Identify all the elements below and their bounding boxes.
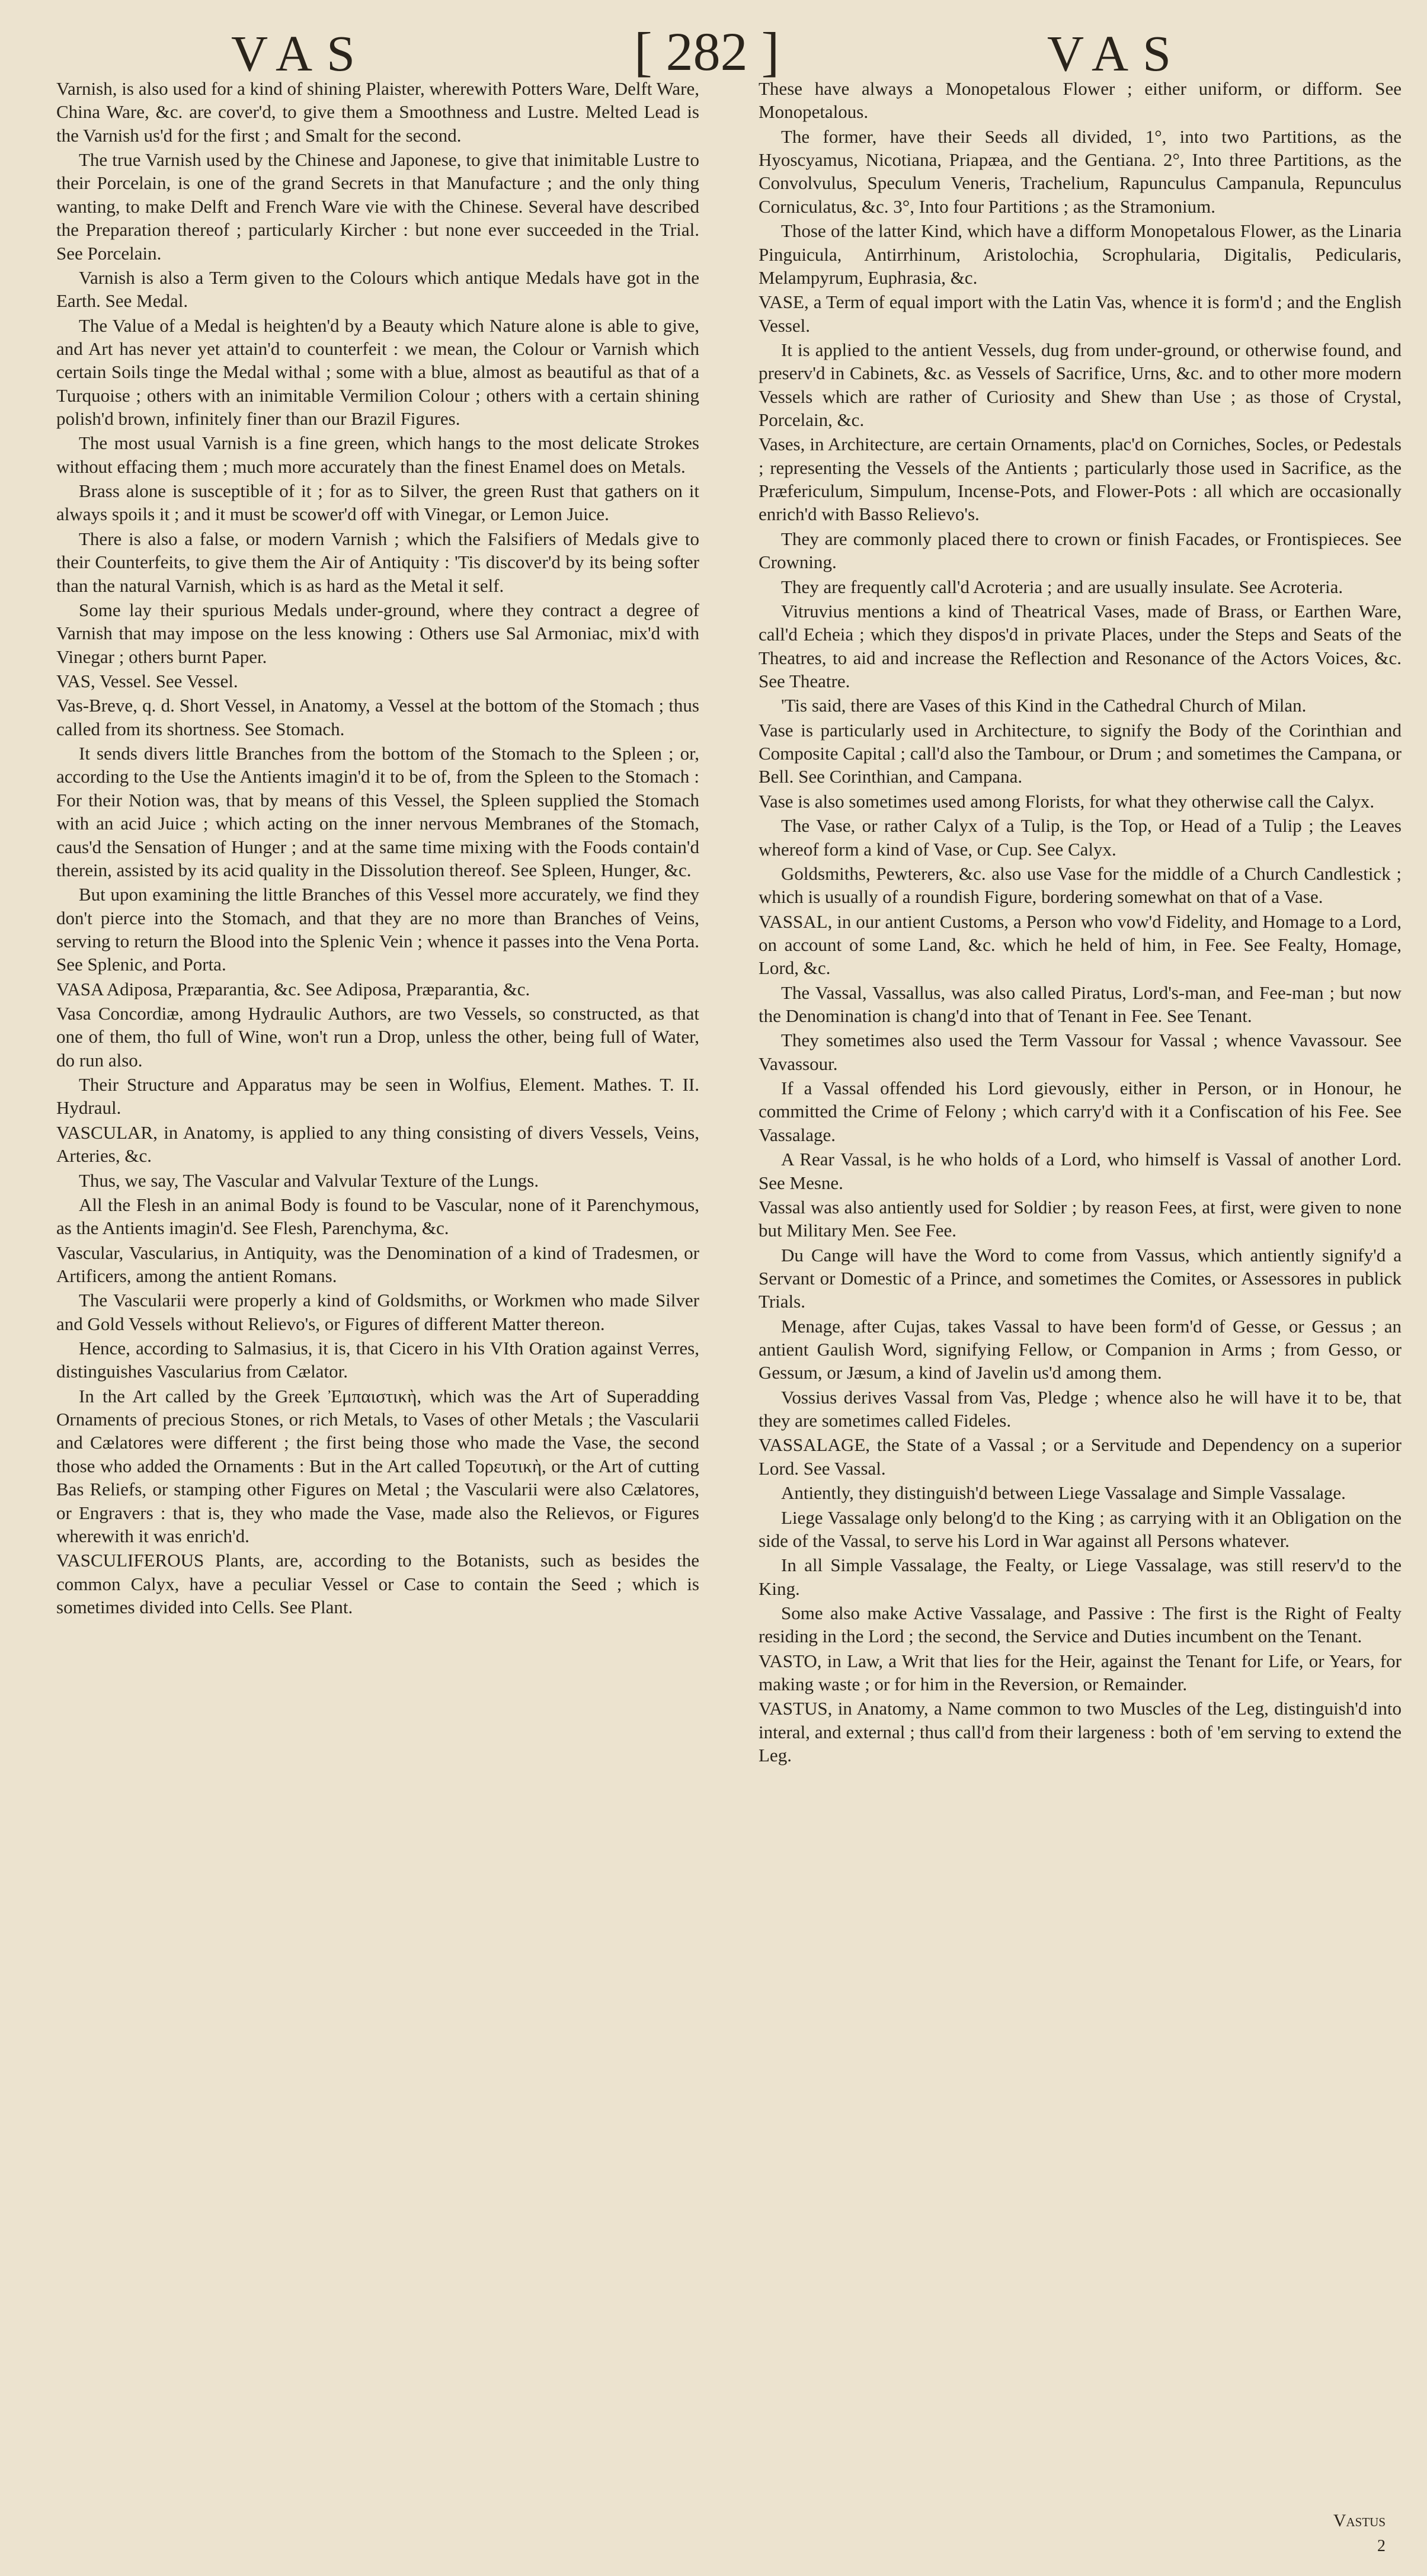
paragraph: Antiently, they distinguish'd between Liege Vassalage and Simple Vassalage. bbox=[781, 1482, 1346, 1504]
paragraph: Vascular, Vascularius, in Antiquity, was the Denomination of a kind of Tradesmen, or Artificers, among the antient Romans. bbox=[56, 1242, 699, 1286]
right-column bbox=[759, 77, 1402, 2494]
paragraph: Vossius derives Vassal from Vas, Pledge ; whence also he will have it to be, that they are sometimes called Fideles. bbox=[759, 1386, 1402, 1431]
left-headword: VAS bbox=[231, 25, 369, 82]
paragraph: Brass alone is susceptible of it ; for as to Silver, the green Rust that gathers on it always spoils it ; and it must be scower'd off with Vinegar, or Lemon Juice. bbox=[56, 480, 699, 525]
paragraph: Vase is also sometimes used among Florists, for what they otherwise call the Calyx. bbox=[759, 790, 1375, 812]
paragraph: The former, have their Seeds all divided, 1°, into two Partitions, as the Hyoscyamus, Nicotiana, Priapæa, and the Gentiana. 2°, Into three Partitions, as the Convolvulus, Speculum Veneris, Trachelium, Rapunculus Campanula, Repunculus Corniculatus, &c. 3°, Into four Partitions ; as the Stramonium. bbox=[759, 126, 1402, 217]
paragraph: VASTUS, in Anatomy, a Name common to two Muscles of the Leg, distinguish'd into interal, and external ; thus call'd from their largeness : both of 'em serving to extend the Leg. bbox=[759, 1698, 1402, 1766]
paragraph: Goldsmiths, Pewterers, &c. also use Vase for the middle of a Church Candlestick ; which is usually of a roundish Figure, bordering somewhat on that of a Vase. bbox=[759, 863, 1402, 908]
right-headword: VAS bbox=[1047, 25, 1185, 82]
paragraph: Some lay their spurious Medals under-ground, where they contract a degree of Varnish that may impose on the less knowing : Others use Sal Armoniac, mix'd with Vinegar ; others burnt Paper. bbox=[56, 599, 699, 667]
paragraph: VASA Adiposa, Præparantia, &c. See Adiposa, Præparantia, &c. bbox=[56, 978, 530, 999]
page-number: [ 282 ] bbox=[634, 21, 780, 82]
paragraph: They are frequently call'd Acroteria ; and are usually insulate. See Acroteria. bbox=[781, 576, 1343, 597]
paragraph: These have always a Monopetalous Flower ; either uniform, or difform. See Monopetalous. bbox=[759, 78, 1402, 123]
paragraph: The Vassal, Vassallus, was also called Piratus, Lord's-man, and Fee-man ; but now the Denomination is chang'd into that of Tenant in Fee. See Tenant. bbox=[759, 982, 1402, 1027]
paragraph: All the Flesh in an animal Body is found to be Vascular, none of it Parenchymous, as the Antients imagin'd. See Flesh, Parenchyma, &c. bbox=[56, 1194, 699, 1239]
paragraph: 'Tis said, there are Vases of this Kind in the Cathedral Church of Milan. bbox=[781, 695, 1307, 716]
paragraph: A Rear Vassal, is he who holds of a Lord, who himself is Vassal of another Lord. See Mesne. bbox=[759, 1149, 1402, 1193]
paragraph: Varnish is also a Term given to the Colours which antique Medals have got in the Earth. See Medal. bbox=[56, 267, 699, 312]
paragraph: But upon examining the little Branches of this Vessel more accurately, we find they don't pierce into the Stomach, and that they are no more than Branches of Veins, serving to return the Blood into the Splenic Vein ; whence it passes into the Vena Porta. See Splenic, and Porta. bbox=[56, 884, 699, 975]
paragraph: Menage, after Cujas, takes Vassal to have been form'd of Gesse, or Gessus ; an antient Gaulish Word, signifying Fellow, or Companion in Arms ; from Gesso, or Gessum, or Jæsum, a kind of Javelin us'd among them. bbox=[759, 1315, 1402, 1383]
paragraph: VASSAL, in our antient Customs, a Person who vow'd Fidelity, and Homage to a Lord, on account of some Land, &c. which he held of him, in Fee. See Fealty, Homage, Lord, &c. bbox=[759, 911, 1402, 979]
paragraph: Vases, in Architecture, are certain Ornaments, plac'd on Corniches, Socles, or Pedestals ; representing the Vessels of the Antients ; particularly those used in Sacrifice, as the Præfericulum, Simpulum, Incense-Pots, and Flower-Pots : all which are occasionally enrich'd with Basso Relievo's. bbox=[759, 434, 1402, 525]
paragraph: Vasa Concordiæ, among Hydraulic Authors, are two Vessels, so constructed, as that one of them, tho full of Wine, won't run a Drop, unless the other, being full of Water, do run also. bbox=[56, 1003, 699, 1071]
paragraph: It is applied to the antient Vessels, dug from under-ground, or otherwise found, and preserv'd in Cabinets, &c. as Vessels of Sacrifice, Urns, &c. and to other more modern Vessels which are rather of Curiosity and Shew than Use ; as those of Crystal, Porcelain, &c. bbox=[759, 339, 1402, 431]
paragraph: It sends divers little Branches from the bottom of the Stomach to the Spleen ; or, according to the Use the Antients imagin'd it to be of, from the Spleen to the Stomach : For their Notion was, that by means of this Vessel, the Spleen supplied the Stomach with an acid Juice ; which acting on the inner nervous Membranes of the Stomach, caus'd the Sensation of Hunger ; and at the same time mixing with the Foods contain'd therein, assisted by its acid quality in the Dissolution thereof. See Spleen, Hunger, &c. bbox=[56, 743, 699, 880]
paragraph: Hence, according to Salmasius, it is, that Cicero in his VIth Oration against Verres, distinguishes Vascularius from Cælator. bbox=[56, 1338, 699, 1382]
paragraph: Du Cange will have the Word to come from Vassus, which antiently signify'd a Servant or Domestic of a Prince, and sometimes the Comites, or Assessores in publick Trials. bbox=[759, 1244, 1402, 1312]
catchword: Vastus bbox=[1333, 2511, 1386, 2530]
paragraph: Those of the latter Kind, which have a difform Monopetalous Flower, as the Linaria Pinguicula, Antirrhinum, Aristolochia, Scrophularia, Digitalis, Pedicularis, Melampyrum, Euphrasia, &c. bbox=[759, 220, 1402, 288]
paragraph: VASCULAR, in Anatomy, is applied to any thing consisting of divers Vessels, Veins, Arteries, &c. bbox=[56, 1122, 699, 1167]
paragraph: Vas-Breve, q. d. Short Vessel, in Anatomy, a Vessel at the bottom of the Stomach ; thus called from its shortness. See Stomach. bbox=[56, 695, 699, 739]
paragraph: The Vase, or rather Calyx of a Tulip, is the Top, or Head of a Tulip ; the Leaves whereof form a kind of Vase, or Cup. See Calyx. bbox=[759, 815, 1402, 860]
signature-mark: 2 bbox=[1377, 2537, 1386, 2555]
paragraph: Some also make Active Vassalage, and Passive : The first is the Right of Fealty residing in the Lord ; the second, the Service and Duties incumbent on the Tenant. bbox=[759, 1603, 1402, 1647]
paragraph: There is also a false, or modern Varnish ; which the Falsifiers of Medals give to their Counterfeits, to give them the Air of Antiquity : 'Tis discover'd by its being softer than the natural Varnish, which is as hard as the Metal it self. bbox=[56, 528, 699, 596]
paragraph: In the Art called by the Greek Ἐμπαιστικὴ, which was the Art of Superadding Ornaments of precious Stones, or rich Metals, to Vases of other Metals ; the Vascularii and Cælatores were different ; the first being those who made the Vase, the second those who added the Ornaments : But in the Art called Τορευτικὴ, or the Art of cutting Bas Reliefs, or stamping other Figures on Metal ; the Vascularii were also Cælatores, or Engravers : that is, they who made the Vase, made also the Relievos, or Figures wherewith it was enrich'd. bbox=[56, 1385, 699, 1546]
paragraph: Liege Vassalage only belong'd to the King ; as carrying with it an Obligation on the side of the Vassal, to serve his Lord in War against all Persons whatever. bbox=[759, 1507, 1402, 1551]
paragraph: If a Vassal offended his Lord gievously, either in Person, or in Honour, he committed the Crime of Felony ; which carry'd with it a Confiscation of his Fee. See Vassalage. bbox=[759, 1078, 1402, 1145]
paragraph: Vase is particularly used in Architecture, to signify the Body of the Corinthian and Composite Capital ; call'd also the Tambour, or Drum ; and sometimes the Campana, or Bell. See Corinthian, and Campana. bbox=[759, 719, 1402, 787]
paragraph: In all Simple Vassalage, the Fealty, or Liege Vassalage, was still reserv'd to the King. bbox=[759, 1555, 1402, 1599]
running-header bbox=[36, 21, 1410, 83]
paragraph: The true Varnish used by the Chinese and Japonese, to give that inimitable Lustre to their Porcelain, is one of the grand Secrets in that Manufacture ; and the only thing wanting, to make Delft and French Ware vie with the Chinese. Several have described the Preparation thereof ; particularly Kircher : but none ever succeeded in the Trial. See Porcelain. bbox=[56, 149, 699, 264]
paragraph: VASSALAGE, the State of a Vassal ; or a Servitude and Dependency on a superior Lord. See Vassal. bbox=[759, 1434, 1402, 1479]
left-column bbox=[56, 77, 699, 2494]
paragraph: Vitruvius mentions a kind of Theatrical Vases, made of Brass, or Earthen Ware, call'd Echeia ; which they dispos'd in private Places, under the Steps and Seats of the Theatres, to aid and increase the Reflection and Resonance of the Actors Voices, &c. See Theatre. bbox=[759, 600, 1402, 691]
paragraph: Vassal was also antiently used for Soldier ; by reason Fees, at first, were given to none but Military Men. See Fee. bbox=[759, 1196, 1402, 1241]
paragraph: The Vascularii were properly a kind of Goldsmiths, or Workmen who made Silver and Gold Vessels without Relievo's, or Figures of different Matter thereon. bbox=[56, 1290, 699, 1334]
paragraph: VASTO, in Law, a Writ that lies for the Heir, against the Tenant for Life, or Years, for making waste ; or for him in the Reversion, or Remainder. bbox=[759, 1650, 1402, 1695]
paragraph: They sometimes also used the Term Vassour for Vassal ; whence Vavassour. See Vavassour. bbox=[759, 1030, 1402, 1074]
paragraph: They are commonly placed there to crown or finish Facades, or Frontispieces. See Crowning. bbox=[759, 528, 1402, 573]
paragraph: Thus, we say, The Vascular and Valvular Texture of the Lungs. bbox=[79, 1170, 539, 1191]
paragraph: The most usual Varnish is a fine green, which hangs to the most delicate Strokes without effacing them ; much more accurately than the finest Enamel does on Metals. bbox=[56, 432, 699, 477]
paragraph: VASCULIFEROUS Plants, are, according to the Botanists, such as besides the common Calyx, have a peculiar Vessel or Case to contain the Seed ; which is sometimes divided into Cells. See Plant. bbox=[56, 1550, 699, 1617]
paragraph: The Value of a Medal is heighten'd by a Beauty which Nature alone is able to give, and Art has never yet attain'd to counterfeit : we mean, the Colour or Varnish which certain Soils tinge the Medal withal ; some with a blue, almost as beautiful as that of a Turquoise ; others with an inimitable Vermilion Colour ; others with a certain shining polish'd brown, infinitely finer than our Brazil Figures. bbox=[56, 315, 699, 430]
paragraph: Their Structure and Apparatus may be seen in Wolfius, Element. Mathes. T. II. Hydraul. bbox=[56, 1074, 699, 1119]
paragraph: Varnish, is also used for a kind of shining Plaister, wherewith Potters Ware, Delft Ware, China Ware, &c. are cover'd, to give them a Smoothness and Lustre. Melted Lead is the Varnish us'd for the first ; and Smalt for the second. bbox=[56, 78, 699, 146]
paragraph: VAS, Vessel. See Vessel. bbox=[56, 670, 238, 691]
paragraph: VASE, a Term of equal import with the Latin Vas, whence it is form'd ; and the English Vessel. bbox=[759, 291, 1402, 336]
